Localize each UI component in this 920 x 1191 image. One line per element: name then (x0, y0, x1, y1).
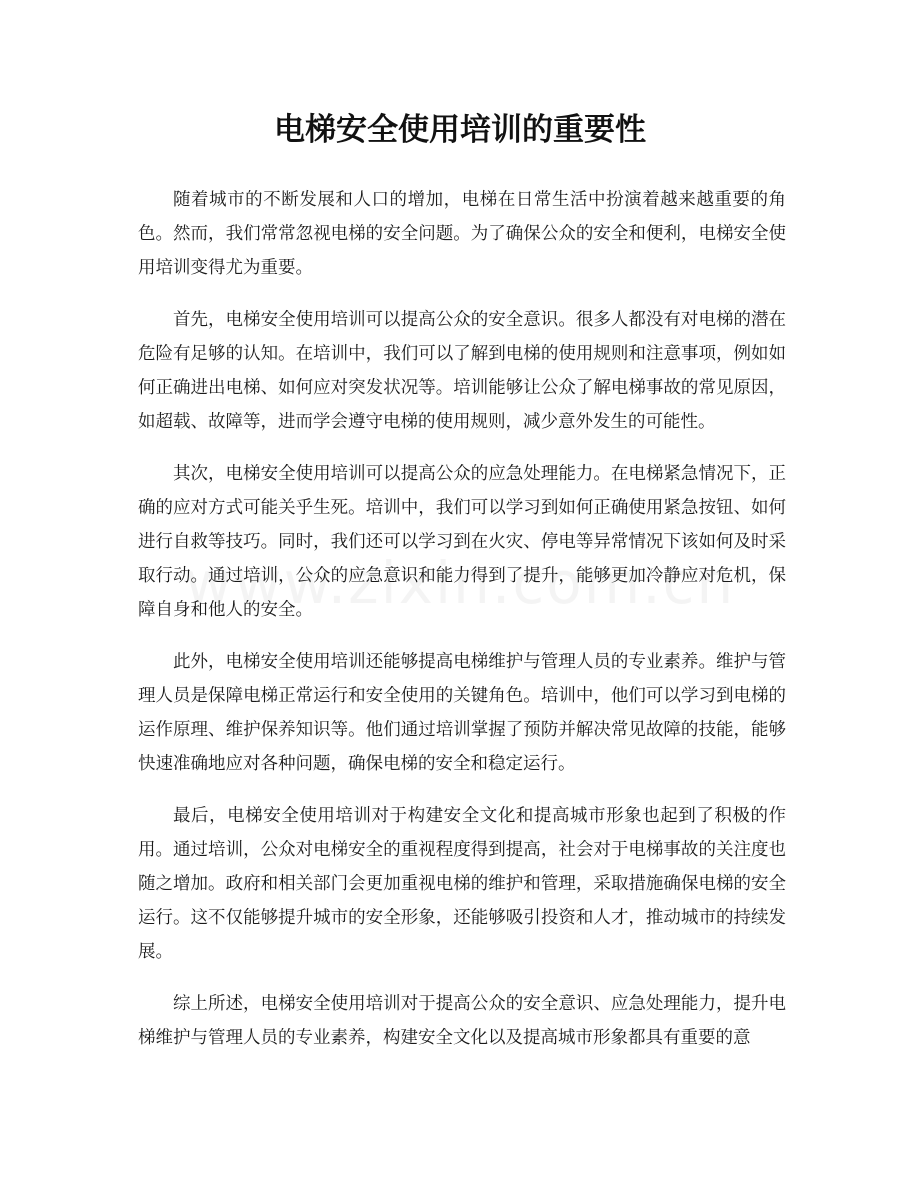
paragraph-intro: 随着城市的不断发展和人口的增加，电梯在日常生活中扮演着越来越重要的角色。然而，我们常常忽视电梯的安全问题。为了确保公众的安全和便利，电梯安全使用培训变得尤为重要。 (138, 190, 786, 278)
paragraph-emergency-response: 其次，电梯安全使用培训可以提高公众的应急处理能力。在电梯紧急情况下，正确的应对方式可能关乎生死。培训中，我们可以学习到如何正确使用紧急按钮、如何进行自救等技巧。同时，我们还可以学习到在火灾、停电等异常情况下该如何及时采取行动。通过培训，公众的应急意识和能力得到了提升，能够更加冷静应对危机，保障自身和他人的安全。 (138, 464, 786, 620)
paragraph-maintenance-staff: 此外，电梯安全使用培训还能够提高电梯维护与管理人员的专业素养。维护与管理人员是保障电梯正常运行和安全使用的关键角色。培训中，他们可以学习到电梯的运作原理、维护保养知识等。他们通过培训掌握了预防并解决常见故障的技能，能够快速准确地应对各种问题，确保电梯的安全和稳定运行。 (138, 652, 786, 774)
paragraph-safety-awareness: 首先，电梯安全使用培训可以提高公众的安全意识。很多人都没有对电梯的潜在危险有足够的认知。在培训中，我们可以了解到电梯的使用规则和注意事项，例如如何正确进出电梯、如何应对突发状况等。培训能够让公众了解电梯事故的常见原因，如超载、故障等，进而学会遵守电梯的使用规则，减少意外发生的可能性。 (138, 310, 786, 432)
paragraph-conclusion: 综上所述，电梯安全使用培训对于提高公众的安全意识、应急处理能力，提升电梯维护与管理人员的专业素养，构建安全文化以及提高城市形象都具有重要的意 (138, 994, 786, 1048)
document-body (138, 183, 786, 1073)
page-title: 电梯安全使用培训的重要性 (274, 112, 646, 148)
paragraph-safety-culture: 最后，电梯安全使用培训对于构建安全文化和提高城市形象也起到了积极的作用。通过培训，公众对电梯安全的重视程度得到提高，社会对于电梯事故的关注度也随之增加。政府和相关部门会更加重视电梯的维护和管理，采取措施确保电梯的安全运行。这不仅能够提升城市的安全形象，还能够吸引投资和人才，推动城市的持续发展。 (138, 806, 786, 962)
